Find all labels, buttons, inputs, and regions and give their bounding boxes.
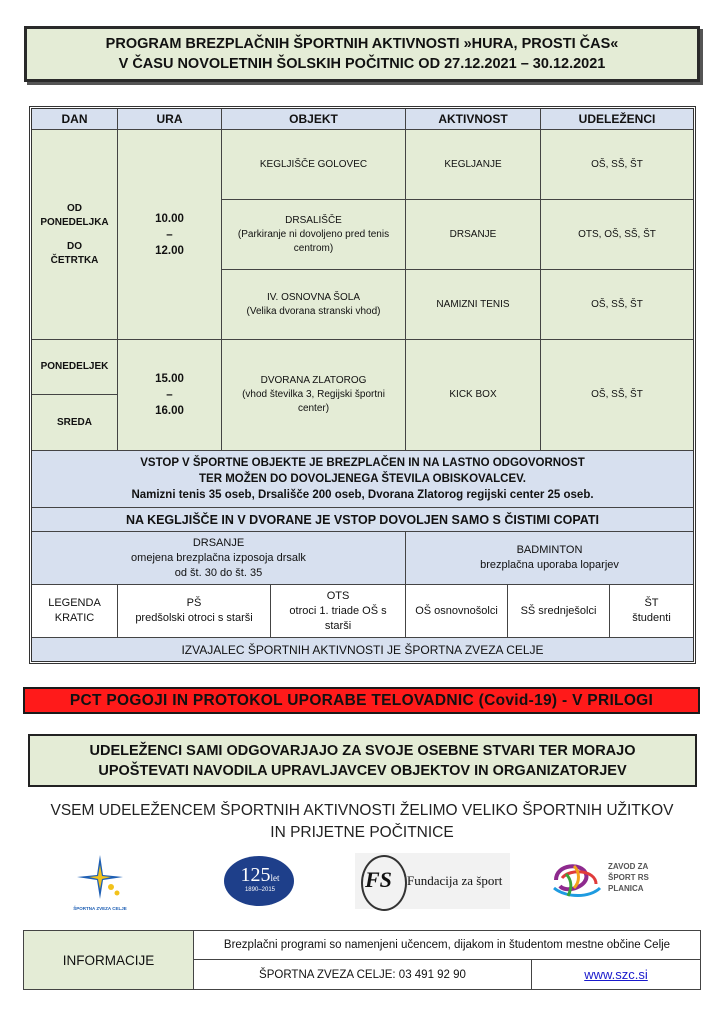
ura-dash: –: [166, 389, 173, 401]
zavod-line-3: PLANICA: [608, 884, 644, 893]
legend-ots-desc: otroci 1. triade OŠ s: [289, 604, 387, 617]
fs-text: Fundacija za šport: [407, 873, 503, 888]
info-web-link[interactable]: www.szc.si: [584, 967, 648, 982]
objekt-kegljisce: [222, 130, 406, 200]
header-ura: URA: [118, 109, 222, 130]
wish-line-1: VSEM UDELEŽENCEM ŠPORTNIH AKTIVNOSTI ŽELIMO VELIKO ŠPORTNIH UŽITKOV: [50, 802, 674, 819]
header-dan: DAN: [32, 109, 118, 130]
zavod-line-2: ŠPORT RS: [608, 873, 649, 882]
info-phone: ŠPORTNA ZVEZA CELJE: 03 491 92 90: [194, 960, 532, 989]
anniv-suffix: let: [270, 873, 280, 883]
header-udelezenci: UDELEŽENCI: [541, 109, 693, 130]
objekt-note-cont: center): [297, 403, 330, 414]
notice-line-3: Namizni tenis 35 oseb, Drsališče 200 oseb, Dvorana Zlatorog regijski center 25 oseb.: [131, 489, 594, 501]
ura-start: 15.00: [155, 373, 184, 385]
zavod-planica-logo: [546, 855, 674, 905]
anniv-number: 125: [240, 864, 271, 886]
aktivnost-namizni-tenis: NAMIZNI TENIS: [406, 270, 541, 340]
header-objekt: OBJEKT: [222, 109, 406, 130]
legend-st-abbr: ŠT: [644, 597, 659, 609]
objekt-note: (Velika dvorana stranski vhod): [246, 305, 381, 317]
anniv-years: 1890–2015: [244, 887, 276, 893]
responsibility-box: [28, 734, 697, 787]
legend-label-line-2: KRATIC: [54, 612, 95, 624]
legend-label-line-1: LEGENDA: [48, 597, 101, 609]
legend-os: OŠ osnovnošolci: [406, 585, 508, 638]
notice-line-1: VSTOP V ŠPORTNE OBJEKTE JE BREZPLAČEN IN NA LASTNO ODGOVORNOST: [140, 457, 585, 469]
group2-dan-ponedeljek: PONEDELJEK: [32, 340, 118, 395]
objekt-name: IV. OSNOVNA ŠOLA: [266, 291, 360, 303]
shoes-notice: NA KEGLJIŠČE IN V DVORANE JE VSTOP DOVOLJEN SAMO S ČISTIMI COPATI: [32, 508, 693, 532]
entry-notice: [32, 451, 693, 508]
organizer-note: IZVAJALEC ŠPORTNIH AKTIVNOSTI JE ŠPORTNA ZVEZA CELJE: [32, 638, 693, 661]
ura-end: 12.00: [155, 244, 184, 257]
objekt-note: (vhod številka 3, Regijski športni: [242, 389, 385, 400]
wish-line-2: IN PRIJETNE POČITNICE: [270, 824, 454, 841]
objekt-name: DRSALIŠČE: [285, 214, 342, 226]
udelezenci-group2: OŠ, SŠ, ŠT: [541, 340, 693, 451]
responsibility-line-1: UDELEŽENCI SAMI ODGOVARJAJO ZA SVOJE OSEBNE STVARI TER MORAJO: [89, 742, 636, 759]
page-title: [24, 26, 700, 82]
dan-od: OD: [67, 202, 82, 214]
title-line-2: V ČASU NOVOLETNIH ŠOLSKIH POČITNIC OD 27.12.2021 – 30.12.2021: [118, 56, 606, 72]
objekt-osnovna-sola: [222, 270, 406, 340]
fundacija-za-sport-logo: [355, 853, 510, 909]
legend-ps-abbr: PŠ: [186, 597, 202, 609]
objekt-dvorana-zlatorog: [222, 340, 406, 451]
group1-dan: [32, 130, 118, 340]
zavod-text: [608, 861, 649, 894]
header-aktivnost: AKTIVNOST: [406, 109, 541, 130]
legend-label: [32, 585, 118, 638]
drsanje-info: [32, 532, 406, 585]
covid-banner: PCT POGOJI IN PROTOKOL UPORABE TELOVADNIC (Covid-19) - V PRILOGI: [23, 687, 700, 714]
aktivnost-kegljanje: KEGLJANJE: [406, 130, 541, 200]
ura-start: 10.00: [155, 212, 184, 225]
dan-do: DO: [67, 240, 82, 252]
wish-text: [20, 800, 704, 844]
ura-end: 16.00: [155, 405, 184, 417]
objekt-name: KEGLJIŠČE GOLOVEC: [259, 158, 368, 170]
legend-st-desc: študenti: [632, 612, 671, 624]
sportna-zveza-celje-logo: [73, 853, 127, 909]
group1-ura: [118, 130, 222, 340]
info-table: [23, 930, 701, 990]
responsibility-line-2: UPOŠTEVATI NAVODILA UPRAVLJAVCEV OBJEKTOV IN ORGANIZATORJEV: [98, 762, 627, 779]
legend-ss: SŠ srednješolci: [508, 585, 610, 638]
badminton-title: BADMINTON: [516, 544, 583, 556]
info-note: Brezplačni programi so namenjeni učencem, dijakom in študentom mestne občine Celje: [194, 931, 700, 960]
legend-ps-desc: predšolski otroci s starši: [135, 612, 253, 624]
legend-ots: [271, 585, 406, 638]
szc-logo-text: ŠPORTNA ZVEZA CELJE: [73, 906, 127, 911]
udelezenci-row3: OŠ, SŠ, ŠT: [541, 270, 693, 340]
legend-ots-desc-cont: starši: [324, 619, 352, 632]
udelezenci-row2: OTS, OŠ, SŠ, ŠT: [541, 200, 693, 270]
aktivnost-kick-box: KICK BOX: [406, 340, 541, 451]
objekt-note-cont: centrom): [293, 242, 334, 254]
dan-ponedeljka: PONEDELJKA: [40, 216, 109, 228]
group2-dan-sreda: SREDA: [32, 395, 118, 451]
drsanje-line-3: od št. 30 do št. 35: [174, 566, 263, 579]
title-line-1: PROGRAM BREZPLAČNIH ŠPORTNIH AKTIVNOSTI »HURA, PROSTI ČAS«: [105, 36, 619, 52]
objekt-drsalisce: [222, 200, 406, 270]
legend-st: [610, 585, 693, 638]
zavod-line-1: ZAVOD ZA: [608, 862, 649, 871]
info-label: INFORMACIJE: [24, 931, 194, 989]
schedule-table: [29, 106, 696, 664]
badminton-info: [406, 532, 693, 585]
drsanje-line-2: omejena brezplačna izposoja drsalk: [131, 551, 306, 564]
notice-line-2: TER MOŽEN DO DOVOLJENEGA ŠTEVILA OBISKOVALCEV.: [199, 473, 526, 485]
legend-ps: [118, 585, 271, 638]
badminton-line-2: brezplačna uporaba loparjev: [480, 559, 619, 571]
aktivnost-drsanje: DRSANJE: [406, 200, 541, 270]
udelezenci-row1: OŠ, SŠ, ŠT: [541, 130, 693, 200]
drsanje-title: DRSANJE: [192, 536, 245, 549]
anniversary-125-logo: [222, 856, 296, 906]
legend-ots-abbr: OTS: [326, 589, 350, 602]
group2-ura: [118, 340, 222, 451]
ura-dash: –: [166, 228, 173, 241]
objekt-note: (Parkiranje ni dovoljeno pred tenis: [237, 228, 390, 240]
fs-mark: FS: [365, 867, 392, 892]
objekt-name: DVORANA ZLATOROG: [260, 375, 367, 386]
dan-cetrtka: ČETRTKA: [50, 254, 99, 266]
